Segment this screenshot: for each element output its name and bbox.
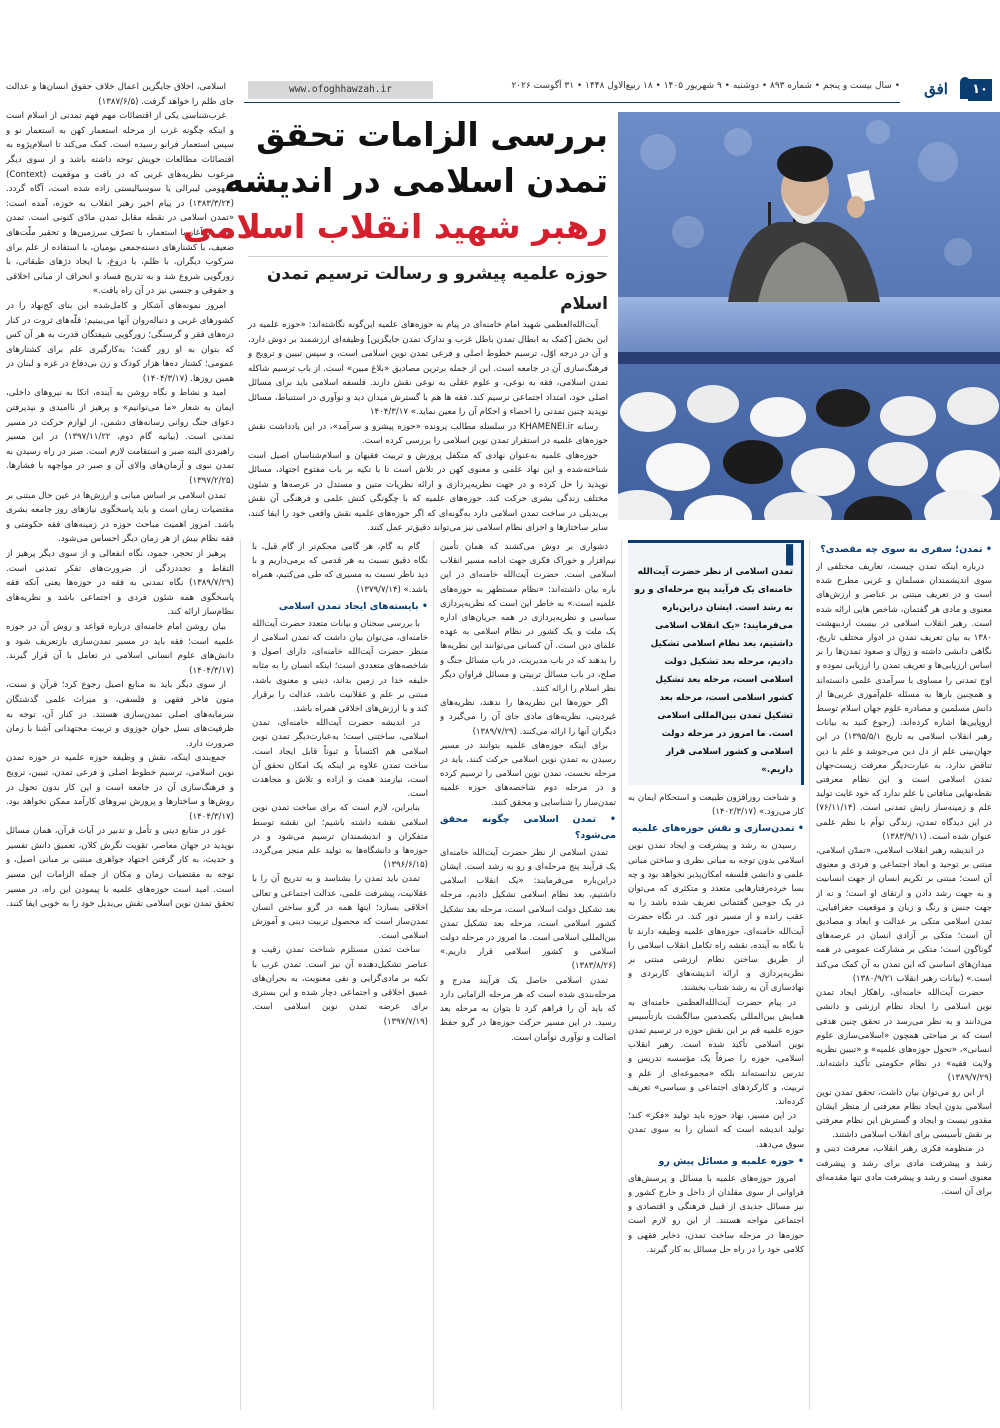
- header-rule: [244, 102, 900, 103]
- body-paragraph: ساخت تمدن مستلزم شناخت تمدن رقیب و عناصر تشکیل‌دهنده آن نیز است. تمدن غرب با تکیه بر مادی‌گرایی و نفی معنویت، به بحران‌های عمیق اخلاقی و اجتماعی دچار شده و این بستری برای عرضه تمدن نوین اسلامی است. (۱۳۹۷/۷/۱۹): [252, 945, 428, 1027]
- body-paragraph: دشواری بر دوش می‌کشند که همان تأمین نیم‌افزار و خوراک فکری جهت ادامه مسیر انقلاب اسلامی است. حضرت آیت‌الله خامنه‌ای در این باره بیان داشته‌اند: «نظام مستظهر به حوزه‌های علمیه است.» به خاطر این است که نظریه‌پردازی سیاسی و نظریه‌پردازی در همه جریان‌های اداره یک ملت و یک کشور در نظام اسلامی به عهده علمای دین است. آن کسانی می‌توانند این نظریه‌ها را بدهند که در باب مدیریت، در باب مسائل جنگ و صلح، در باب مسائل تربیتی و مسائل فراوان دیگر نظر اسلام را ارائه کنند.: [440, 542, 616, 695]
- website-url: www.ofoghhawzah.ir: [248, 81, 433, 99]
- quote-mark-icon: ▐: [779, 545, 793, 566]
- page-number: ۱۰: [968, 79, 992, 101]
- logo-text: افق: [924, 80, 948, 98]
- dome-icon: [960, 77, 970, 99]
- body-paragraph: درباره اینکه تمدن چیست، تعاریف مختلفی از سوی اندیشمندان مسلمان و غربی مطرح شده است و در تعریف مبتنی بر عناصر و ارزش‌های معنوی و مادی هر گفتمان، شاخص هایی ارائه شده است. رهبر انقلاب اسلامی در بیست اردیبهشت ۱۳۸۰ به بیان تعریف تمدن در ادوار مختلف تاریخ، نگاهی دانشی داشته و زوال و صعود تمدن‌ها را بر اساس ارزیابی‌ها و تعریف تمدن را ارزیابی نموده و اوج تمدنی را مساوی با سرآمدی علمی دانسته‌اند و همچنین بارها به مسئله علم‌آموزی غربی‌ها از دانش مسلمین و مصادره علوم جهان اسلام توسط اروپایی‌ها اشاره کرده‌اند. (رجوع کنید به بیانات رهبر انقلاب اسلامی به تاریخ ۱۳۹۵/۵/۱) در این جهان‌بینی علم از دل دین می‌جوشد و علم با دین تناقض ندارد. به عبارت‌دیگر معرفت زیست‌جهان تمدن اسلامی است و این نظام معرفتی نقطه‌نهایی منافاتی با علم ندارد که خود غایت تولید علم و زمینه‌ساز زایش تمدنی است. (۷۶/۱۱/۱۴) در این دیدگاه تمدن، زندگی توأم با نظم علمی عنوان شده است. (۱۳۸۳/۹/۱۱): [816, 562, 992, 842]
- section-heading: • تمدن؛ سفری به سوی چه مقصدی؟: [820, 544, 992, 555]
- body-paragraph: رسیدن به رشد و پیشرفت و ایجاد تمدن نوین اسلامی بدون توجه به مبانی نظری و ساختن مبانی علمی و دانشی فلسفه امکان‌پذیر نخواهد بود و چه بسا خرده‌رفتارهایی متعدد و متکثری که می‌توان در یک جوجین گفتمانی تعریف شده باشد را به عقب رانده و از مسیر دور کند. در نگاه حضرت آیت‌الله خامنه‌ای، حوزه‌های علمیه وظیفه دارند تا با نگاه به آینده، نقشه راه تکامل انقلاب اسلامی را از طریق ساختن نظام ارزشی مبتنی بر نظریه‌پردازی و ارائه اندیشه‌های کاربردی و نهادسازی آن به رشد شتاب بخشند.: [628, 841, 804, 994]
- left-paragraph: جمع‌بندی اینکه، نقش و وظیفه حوزه علمیه در حوزه تمدن نوین اسلامی، ترسیم خطوط اصلی و فرعی تمدن، تبیین، ترویج و فرهنگ‌سازی آن در جامعه است و این کار بدون تحول در روش‌ها و ساختارها و پرورش نیروهای کارآمد ممکن نخواهد بود. (۱۴۰۴/۳/۱۷): [6, 753, 234, 822]
- body-column-2: [628, 540, 804, 1410]
- newspaper-logo: [908, 75, 964, 103]
- section-heading: • بایسته‌های ایجاد تمدن اسلامی: [278, 600, 428, 612]
- body-column-4: [252, 540, 428, 1410]
- left-paragraph: اسلامی، اخلاق جایگزین اعمال خلاف حقوق انسان‌ها و عدالت جای ظلم را خواهد گرفت. (۱۳۸۷/۶/۵): [6, 82, 234, 107]
- section-heading: • تمدن‌سازی و نقش حوزه‌های علمیه: [631, 823, 804, 835]
- left-paragraph: پرهیز از تحجر، جمود، نگاه انفعالی و از سوی دیگر پرهیز از التقاط و تجددزدگی از ضرورت‌های تفکر تمدنی است. (۱۳۸۹/۷/۲۹) نگاه تمدنی به فقه در حوزه‌ها یعنی آنکه فقه پاسخگوی همه شئون فردی و اجتماعی باشد و نظریه‌های نظام‌ساز ارائه کند.: [6, 549, 234, 618]
- body-paragraph: تمدن اسلامی حاصل یک فرآیند مدرج و مرحله‌بندی شده است که هر مرحله الزاماتی دارد که باید آن را فراهم کرد تا بتوان به مرحله بعد رسید. در این مسیر حرکت حوزه‌ها در گرو حفظ اصالت و نوآوری توأمان است.: [440, 975, 616, 1043]
- article-headline: [182, 112, 608, 319]
- body-paragraph: در اندیشه رهبر انقلاب اسلامی، «تمدّن اسلامی، مبتنی بر توحید و ابعاد اجتماعی و فردی و معنوی آن است؛ مبتنی بر تکریم انسان از جهت انسانیت و به جهت رشد دادن و ارتقای او است؛ و نه از جهت جنس و رنگ و زبان و موقعیت جغرافیایی. تمدن اسلامی متکی بر عدالت و ابعاد و مصادیق آن است؛ متکی بر آزادی انسان در عرصه‌های گوناگون است؛ متکی بر مشارکت عمومی در همه میدان‌های اساسی که این تمدن به آن کمک می‌کند است.» (بیانات رهبر انقلاب ۱۳۸۰/۹/۲۱): [816, 846, 992, 984]
- body-paragraph: در این مسیر، نهاد حوزه باید تولید «فکر» کند؛ تولید اندیشه است که انسان را به سوی تمدن سوق می‌دهد.: [628, 1111, 804, 1150]
- body-paragraph: تمدن اسلامی از نظر حضرت آیت‌الله خامنه‌ای یک فرآیند پنج مرحله‌ای و رو به رشد است. ایشان دراین‌باره می‌فرمایند: «یک انقلاب اسلامی داشتیم، بعد نظام اسلامی تشکیل دادیم، مرحله بعد تشکیل دولت اسلامی است، مرحله بعد تشکیل کشور اسلامی است، مرحله بعد تشکیل تمدن بین‌المللی اسلامی است. ما امروز در مرحله دولت اسلامی و کشور اسلامی قرار داریم.» (۱۳۸۳/۸/۲۶): [440, 847, 616, 972]
- left-paragraph: امید و نشاط و نگاه روشن به آینده، اتکا به نیروهای داخلی، ایمان به شعار «ما می‌توانیم» و پرهیز از ناامیدی و نپذیرفتن دعوای جنگ روانی رسانه‌های دشمن، از لوازم حرکت در مسیر تمدنی است. (بیانیه گام دوم، ۱۳۹۷/۱۱/۲۲) در این مسیر راهبردی البته صبر و استقامت لازم است. صبر در راه رسیدن به تمدن نبوی و آرمان‌های والای آن و صبر در مواجهه با فشارها. (۱۳۹۷/۲/۲۵): [6, 388, 234, 487]
- leader-speech-photo: [618, 112, 1000, 520]
- body-column-1: [816, 540, 992, 1410]
- body-paragraph: امروز حوزه‌های علمیه با مسائل و پرسش‌های فراوانی از سوی مقلدان از داخل و خارج کشور و نیز مسائل جدیدی از قبیل فرهنگی و اقتصادی و اجتماعی مواجه هستند. از این رو لازم است حوزه‌ها در مرحله ساخت تمدن، ذخایر فقهی و کلامی خود را در راه حل مسائل به کار گیرند.: [628, 1173, 804, 1255]
- headline-line-2: تمدن اسلامی در اندیشه: [224, 161, 608, 200]
- left-paragraph: امروز نمونه‌های آشکار و کامل‌شده این بنای کج‌نهاد را در کشورهای غربی و دنباله‌روان آنها می‌بینیم: قلّه‌های ثروت در کنار دره‌های فقر و گرسنگی؛ زورگویی شیفتگان قدرت به هر آن کس که بتوان به او زور گفت؛ به‌کارگیری علم برای کشتارهای عمومی؛ کشتار ده‌ها هزار کودک و زن بی‌دفاع در غزه و لبنان در همین روزها. (۱۴۰۴/۳/۱۷): [6, 300, 234, 384]
- left-paragraph: از سوی دیگر باید به منابع اصیل رجوع کرد؛ قرآن و سنت، متون فاخر فقهی و فلسفی، و میراث علمی گذشتگان سرمایه‌های اصلی تمدن‌سازی هستند. در کنار آن، توجه به ظرفیت‌های نسل جوان حوزوی و تربیت مجتهدانی آشنا با زمان ضرورت دارد.: [6, 680, 234, 749]
- body-column-3: [440, 540, 616, 1410]
- body-paragraph: در اندیشه حضرت آیت‌الله خامنه‌ای، تمدن اسلامی، ساختنی است؛ به‌عبارت‌دیگر تمدن نوین اسلامی هم اکتساباً و ثبوتاً قابل ایجاد است. ساخت تمدن علاوه بر اینکه یک امکان تحقق آن است، نیازمند همت و اراده و تلاش و مجاهدت است.: [252, 718, 428, 800]
- body-paragraph: برای اینکه حوزه‌های علمیه بتوانند در مسیر رسیدن به تمدن نوین اسلامی حرکت کنند، باید در مرحله نخست، تمدن نوین اسلامی را ترسیم کرده و در مرحله دوم شاخصه‌های حوزه علمیه تمدن‌ساز را شناسایی و محقق کنند.: [440, 740, 616, 808]
- column-divider: [240, 540, 241, 1410]
- body-paragraph: در پیام حضرت آیت‌الله‌العظمی خامنه‌ای به همایش بین‌المللی یکصدمین سالگشت بازتأسیس حوزه علمیه قم بر این نقش حوزه در ترسیم تمدن نوین اسلامی تأکید شده است. رهبر انقلاب اسلامی، حوزه را صرفاً یک مؤسسه تدریس و تدرس ندانسته‌اند بلکه «مجموعه‌ای از علم و تربیت، و کارکردهای اجتماعی و سیاسی» تعریف کرده‌اند.: [628, 997, 804, 1108]
- pull-quote-text: تمدن اسلامی از نظر حضرت آیت‌الله خامنه‌ای یک فرآیند پنج مرحله‌ای و رو به رشد است. ایشان دراین‌باره می‌فرمایند: «یک انقلاب اسلامی داشتیم، بعد نظام اسلامی تشکیل دادیم، مرحله بعد تشکیل دولت اسلامی است، مرحله بعد تشکیل کشور اسلامی است، مرحله بعد تشکیل تمدن بین‌المللی اسلامی است. ما امروز در مرحله دولت اسلامی و کشور اسلامی قرار داریم.»: [634, 567, 793, 775]
- body-paragraph: تمدن باید تمدن را بشناسد و به تدریج آن را با عقلانیت، پیشرفت علمی، عدالت اجتماعی و تعالی اخلاقی بسازد؛ اینها همه در گرو ساختن انسان تمدن‌ساز است که محصول تربیت دینی و آموزش اسلامی است.: [252, 874, 428, 942]
- body-paragraph: اگر حوزه‌ها این نظریه‌ها را ندهند، نظریه‌های غیردینی، نظریه‌های مادی جای آن را می‌گیرد و دیگران آنها را ارائه می‌کنند. (۱۳۸۹/۷/۲۹): [440, 698, 616, 737]
- pull-quote: [628, 540, 804, 785]
- intro-paragraph: حوزه‌های علمیه به‌عنوان نهادی که متکفل پرورش و تربیت فقیهان و اسلام‌شناسان اصیل است شناخته‌شده و این نهاد علمی و معنوی کهن در تلاش است تا با تکیه بر باب مفتوح اجتهاد، مسائل نوپدید را حل کرده و در جهت نظریه‌پردازی و ارائه نظریات متین و مستدل در عرصه‌ها و شئون مختلف زندگی بشری حرکت کند. حوزه‌های علمیه که با چگونگی کنش علمی و فرهنگی آن نقش بی‌بدیلی در ساخت تمدن اسلامی دارد به‌گونه‌ای که اگر حوزه‌های علمیه نقش واقعی خود را ایفا کنند، سایر ساختارها و اجزای نظام اسلامی نیز می‌تواند دقیق‌تر عمل کنند.: [248, 450, 608, 533]
- photo-illustration: [618, 112, 1000, 520]
- intro-paragraph: رسانه KHAMENEI.ir در سلسله مطالب پرونده «حوزه پیشرو و سرآمد»، در این یادداشت نقش حوزه‌های علمیه در استقرار تمدن نوین اسلامی را بررسی کرده است.: [248, 421, 608, 446]
- headline-line-3: رهبر شهید انقلاب اسلامی: [182, 207, 608, 246]
- left-paragraph: غور در منابع دینی و تأمل و تدبیر در آیات قرآن، همان مسائل نوپدید در جهان معاصر، تقویت نگرش کلان، تعمیق دانش تفسیر و حدیث، به کار گرفتن اجتهاد جواهری مبتنی بر مبانی اصیل، و توجه به مقتضیات زمان و مکان از جمله الزامات این مسیر است. امید است حوزه‌های علمیه با پیمودن این راه، در مسیر تحقق تمدن نوین اسلامی نقش بی‌بدیل خود را به خوبی ایفا کنند.: [6, 826, 234, 910]
- body-paragraph: در منظومه فکری رهبر انقلاب، معرفت دینی و رشد و پیشرفت مادی برای رشد و پیشرفت معنوی است و رشد و پیشرفت مادی تنها مقدمه‌ای برای آن است.: [816, 1144, 992, 1197]
- headline-line-1: بررسی الزامات تحقق: [256, 115, 608, 154]
- issue-meta: • سال بیست و پنجم • شماره ۸۹۳ • دوشنبه • ۹ شهریور ۱۴۰۵ • ۱۸ ربیع‌الاول ۱۴۴۸ • ۳۱ آگوست ۲۰۲۶: [511, 81, 900, 91]
- left-paragraph: تمدن اسلامی بر اساس مبانی و ارزش‌ها در عین حال مبتنی بر مقتضیات زمان است و باید پاسخگوی نیازهای روز جامعه بشری باشد. امروز اهمیت مباحث حوزه در زمینه‌های فقه حکومتی و فقه نظام بیش از هر زمان دیگر احساس می‌شود.: [6, 490, 234, 545]
- body-paragraph: بنابراین، لازم است که برای ساخت تمدن نوین اسلامی نقشه داشته باشیم؛ این نقشه توسط متفکران و اندیشمندان ترسیم می‌شود و در حوزه‌ها و دانشگاه‌ها به تولید علم منجر می‌گردد. (۱۳۹۶/۶/۱۵): [252, 803, 428, 871]
- section-heading: • حوزه علمیه و مسائل پیش رو: [658, 1155, 804, 1167]
- left-paragraph: بیان روشن امام خامنه‌ای درباره قواعد و روش آن در حوزه علمیه است؛ فقه باید در مسیر تمدن‌سازی بازتعریف شود و دانش‌های علوم انسانی اسلامی در تعامل با آن قرار گیرند. (۱۴۰۴/۳/۱۷): [6, 621, 234, 676]
- article-intro: [248, 318, 608, 536]
- body-paragraph: از این رو می‌توان بیان داشت، تحقق تمدن نوین اسلامی بدون ایجاد نظام معرفتی از منظر ایشان مقدور نیست و ایجاد و گسترش این نظام معرفتی بر نقش تأسیسی برای انقلاب اسلامی داشتند.: [816, 1087, 992, 1141]
- section-heading: • تمدن اسلامی چگونه محقق می‌شود؟: [440, 813, 616, 841]
- article-subtitle: حوزه علمیه پیشرو و رسالت ترسیم تمدن اسلام: [248, 256, 608, 319]
- body-paragraph: و شناخت روزافزون طبیعت و استحکام ایمان به کار می‌رود.» (۱۴۰۲/۳/۱۷): [628, 793, 804, 818]
- left-continuation-column: [6, 80, 234, 1410]
- body-paragraph: حضرت آیت‌الله خامنه‌ای، راهکار ایجاد تمدن نوین اسلامی را ایجاد نظام ارزشی و دانشی می‌دانند و به نظر می‌رسد در تحقق چنین هدفی است که بر مباحثی همچون «اسلامی‌سازی علوم انسانی»، «تحول حوزه‌های علمیه» و «تبیین نظریه ولایت فقیه» در نظام حکومتی تأکید داشته‌اند. (۱۳۸۹/۷/۲۹): [816, 988, 992, 1084]
- left-paragraph: غرب‌شناسی یکی از اقتضائات مهم فهم تمدنی از اسلام است و اینکه چگونه غرب از مرحله استعمار کهن به استعمار نو و سپس استعمار فرانو رسیده است. کمک می‌کند تا اسلام‌پژوه به اقتضائات مطالعات خویش توجه داشته باشد و از سوی دیگر مرغوب نظریه‌های غربی که در بافت و موقعیت (Context) مفهومی لیبرالی یا سوسیالیستی زاده شده است، آگاه گردد. (۱۳۸۳/۳/۲۴) در پیام اخیر رهبر انقلاب به حوزه، آمده است: «تمدن اسلامی در نقطه مقابل تمدن مادّی کنونی است. تمدن مادّی از آغاز با استعمار، با تصرّف سرزمین‌ها و تحقیر ملّت‌های ضعیف، با کشتارهای دسته‌جمعی بومیان، با استفاده از علم برای سرکوب دیگران، با ظلم، با دروغ، با ایجاد دژهای طبقاتی، با زورگویی شروع شد و به تدریج فساد و انحراف از مبانی اخلاقی و حقوقی و جنسی نیز در آن راه یافت.»: [6, 111, 234, 297]
- body-paragraph: گام به گام، هر گامی محکم‌تر از گام قبل، با نگاه دقیق نسبت به هر قدمی که برمی‌داریم و با دید ناظر نسبت به مسیری که طی می‌کنیم، همراه باشد.» (۱۳۷۹/۷/۱۴): [252, 542, 428, 595]
- body-paragraph: با بررسی سخنان و بیانات متعدد حضرت آیت‌الله خامنه‌ای، می‌توان بیان داشت که تمدن اسلامی از منظر حضرت آیت‌الله خامنه‌ای، دارای اصول و شاخصه‌های متعددی است؛ اینکه انسان را به مثابه خلیفه خدا در زمین بداند، دینی و معنوی باشد، مبتنی بر علم و عقلانیت باشد، عدالت را برقرار کند و با ارزش‌های اخلاقی همراه باشد.: [252, 618, 428, 715]
- article-body: [248, 540, 1000, 1410]
- intro-paragraph: آیت‌الله‌العظمی شهید امام خامنه‌ای در پیام به حوزه‌های علمیه این‌گونه نگاشته‌اند: «حوزه علمیه در این بخش [کمک به ابطال تمدن باطل غرب و تدارک تمدن جایگزین] وظیفه‌ای ارزشمند بر دوش دارد، و آن در درجه اوّل، ترسیم خطوط اصلی و فرعی تمدن نوین اسلامی است، و سپس تبیین و ترویج و فرهنگ‌سازی آن در جامعه است. این از جمله برترین مصادیق «بلاغ مبین» است. از باب ترسیم شاکله تمدن اسلامی، فقه به نوعی، و علوم عقلی به نوعی نقش دارند. فلسفه اسلامی باید برای مسائل اصلی خود، امتداد اجتماعی ترسیم کند. فقه ها هم با گسترش میدان دید و نوآوری در استنباط، مسائل نوپدید چنین تمدنی را احصاء و احکام آن را معین نماید.» ۱۴۰۴/۳/۱۷: [248, 320, 608, 417]
